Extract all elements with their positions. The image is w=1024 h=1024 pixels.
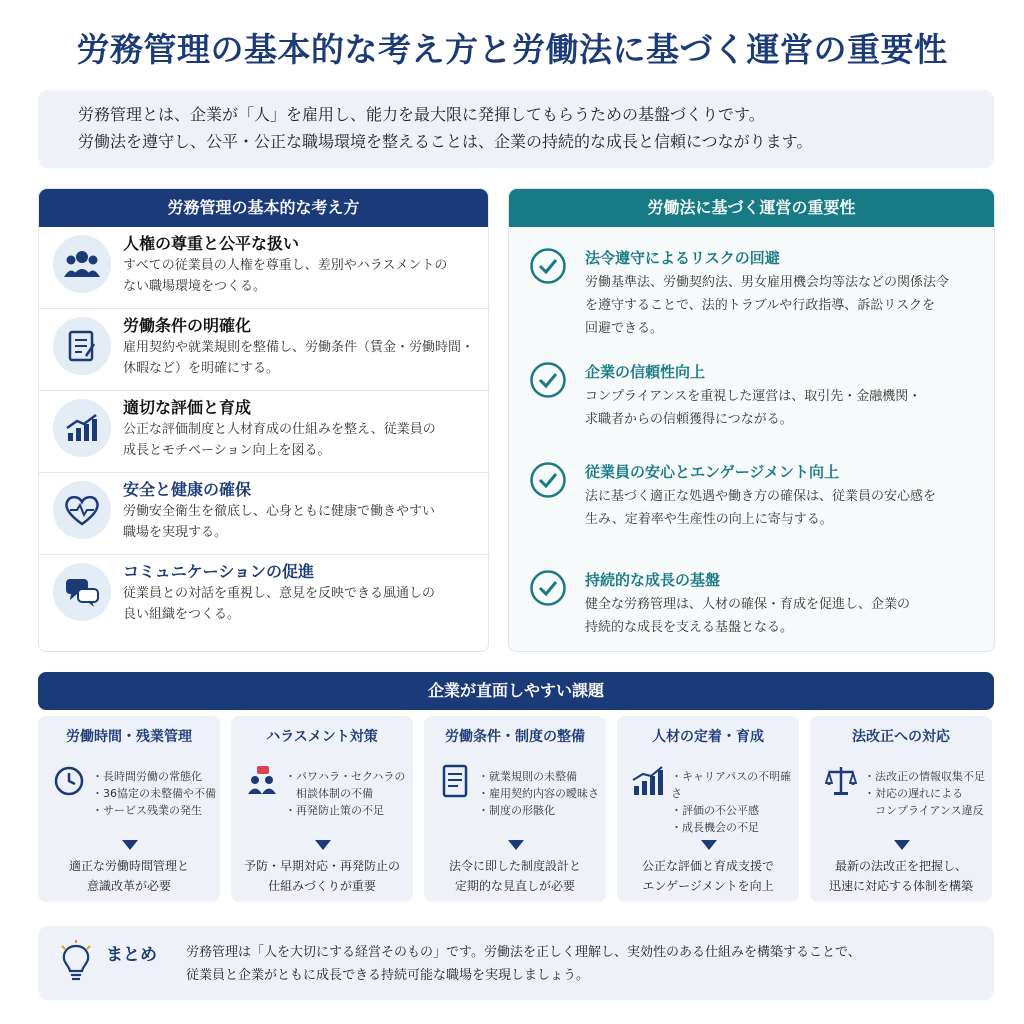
people-icon bbox=[53, 235, 111, 293]
down-arrow-icon bbox=[894, 840, 910, 850]
issue-title: ハラスメント対策 bbox=[266, 729, 378, 745]
summary-box bbox=[38, 926, 994, 1000]
principles-heading: 労務管理の基本的な考え方 bbox=[39, 189, 488, 227]
issue-point: ・パワハラ・セクハラの bbox=[285, 770, 406, 783]
down-arrow-icon bbox=[122, 840, 138, 850]
importance-item bbox=[509, 243, 996, 343]
growth-chart-icon bbox=[53, 399, 111, 457]
issue-result-line: 迅速に対応する体制を構築 bbox=[828, 879, 973, 893]
issue-title: 労働時間・残業管理 bbox=[66, 729, 192, 745]
issue-point: ・再発防止策の不足 bbox=[285, 804, 384, 817]
principle-item bbox=[39, 227, 490, 309]
scales-icon bbox=[824, 764, 858, 798]
clock-icon bbox=[52, 764, 86, 798]
importance-item bbox=[509, 357, 996, 457]
principle-item bbox=[39, 309, 490, 391]
page-title: 労務管理の基本的な考え方と労働法に基づく運営の重要性 bbox=[76, 30, 948, 69]
principle-title: 労働条件の明確化 bbox=[123, 316, 252, 335]
summary-line: 労務管理は「人を大切にする経営そのもの」です。労働法を正しく理解し、実効性のある仕組みを構築することで、 bbox=[186, 945, 861, 960]
importance-line: を遵守することで、法的トラブルや行政指導、訴訟リスクを bbox=[585, 298, 935, 313]
check-circle-icon bbox=[529, 569, 567, 607]
issue-result-line: 公正な評価と育成支援で bbox=[641, 859, 774, 873]
issue-point: ・キャリアパスの不明確さ bbox=[671, 770, 792, 800]
issue-point: ・長時間労働の常態化 bbox=[92, 770, 202, 783]
importance-title: 従業員の安心とエンゲージメント向上 bbox=[585, 463, 839, 481]
issue-point: ・法改正の情報収集不足 bbox=[864, 770, 985, 783]
intro-line: 労働法を遵守し、公平・公正な職場環境を整えることは、企業の持続的な成長と信頼につながります。 bbox=[78, 132, 813, 151]
issue-card bbox=[231, 716, 413, 902]
principle-title: 適切な評価と育成 bbox=[123, 398, 252, 417]
issue-point: ・雇用契約内容の曖昧さ bbox=[478, 787, 599, 800]
issue-points bbox=[671, 768, 797, 836]
importance-item bbox=[509, 565, 996, 665]
intro-line: 労務管理とは、企業が「人」を雇用し、能力を最大限に発揮してもらうための基盤づくりです。 bbox=[78, 105, 765, 124]
importance-text bbox=[585, 593, 985, 639]
principle-line: 公正な評価制度と人材育成の仕組みを整え、従業員の bbox=[123, 422, 436, 437]
check-circle-icon bbox=[529, 247, 567, 285]
issue-points bbox=[285, 768, 411, 819]
principles-panel bbox=[38, 188, 489, 652]
principle-line: 成長とモチベーション向上を図る。 bbox=[123, 443, 331, 458]
importance-line: 労働基準法、労働契約法、男女雇用機会均等法などの関係法令 bbox=[585, 275, 950, 290]
issue-card bbox=[38, 716, 220, 902]
summary-text bbox=[186, 941, 986, 987]
down-arrow-icon bbox=[315, 840, 331, 850]
issue-result bbox=[231, 856, 413, 896]
issue-points bbox=[864, 768, 990, 819]
rules-document-icon bbox=[438, 764, 472, 798]
importance-panel bbox=[508, 188, 995, 652]
issue-card bbox=[617, 716, 799, 902]
principle-text bbox=[123, 255, 483, 297]
issue-title: 法改正への対応 bbox=[852, 729, 950, 745]
issue-result-line: 意識改革が必要 bbox=[86, 879, 171, 893]
issue-point: ・制度の形骸化 bbox=[478, 804, 555, 817]
importance-title: 企業の信頼性向上 bbox=[585, 363, 706, 381]
issue-title: 労働条件・制度の整備 bbox=[445, 729, 585, 745]
issue-result-line: 法令に即した制度設計と bbox=[448, 859, 581, 873]
importance-text bbox=[585, 385, 985, 431]
bar-chart-icon bbox=[631, 764, 665, 798]
issue-point: ・評価の不公平感 bbox=[671, 804, 759, 817]
principle-text bbox=[123, 501, 483, 543]
importance-line: 回避できる。 bbox=[585, 321, 664, 336]
importance-line: 法に基づく適正な処遇や働き方の確保は、従業員の安心感を bbox=[585, 489, 937, 504]
issue-points bbox=[92, 768, 218, 819]
principle-line: 良い組織をつくる。 bbox=[123, 607, 241, 622]
importance-title: 法令遵守によるリスクの回避 bbox=[585, 249, 780, 267]
issue-card bbox=[424, 716, 606, 902]
issue-point: ・36協定の未整備や不備 bbox=[92, 787, 216, 800]
importance-line: 健全な労務管理は、人材の確保・育成を促進し、企業の bbox=[585, 597, 911, 612]
issue-point: ・対応の遅れによる bbox=[864, 787, 963, 800]
principle-line: 休暇など）を明確にする。 bbox=[123, 361, 280, 376]
issue-result bbox=[38, 856, 220, 896]
principle-line: ない職場環境をつくる。 bbox=[123, 279, 267, 294]
principle-text bbox=[123, 337, 483, 379]
issue-point: コンプライアンス違反 bbox=[864, 804, 984, 817]
issue-result-line: 予防・早期対応・再発防止の bbox=[243, 859, 400, 873]
chat-bubbles-icon bbox=[53, 563, 111, 621]
summary-label: まとめ bbox=[106, 945, 157, 965]
check-circle-icon bbox=[529, 361, 567, 399]
principle-line: 職場を実現する。 bbox=[123, 525, 228, 540]
check-circle-icon bbox=[529, 461, 567, 499]
importance-line: 求職者からの信頼獲得につながる。 bbox=[585, 412, 793, 427]
principle-item bbox=[39, 473, 490, 555]
principle-title: 安全と健康の確保 bbox=[123, 480, 252, 499]
issue-point: ・成長機会の不足 bbox=[671, 821, 759, 834]
issue-point: 相談体制の不備 bbox=[285, 787, 373, 800]
issue-title: 人材の定着・育成 bbox=[652, 729, 764, 745]
importance-heading: 労働法に基づく運営の重要性 bbox=[509, 189, 994, 227]
intro-box bbox=[38, 90, 994, 168]
issues-heading: 企業が直面しやすい課題 bbox=[38, 672, 994, 710]
down-arrow-icon bbox=[701, 840, 717, 850]
principle-line: 従業員との対話を重視し、意見を反映できる風通しの bbox=[123, 586, 436, 601]
document-icon bbox=[53, 317, 111, 375]
issue-result bbox=[810, 856, 992, 896]
principle-text bbox=[123, 419, 483, 461]
principle-title: 人権の尊重と公平な扱い bbox=[123, 234, 300, 253]
issue-card bbox=[810, 716, 992, 902]
importance-item bbox=[509, 457, 996, 557]
principle-line: 労働安全衛生を徹底し、心身ともに健康で働きやすい bbox=[123, 504, 436, 519]
importance-line: コンプライアンスを重視した運営は、取引先・金融機関・ bbox=[585, 389, 922, 404]
harassment-icon bbox=[245, 764, 279, 798]
principle-item bbox=[39, 555, 490, 637]
issue-result-line: 適正な労働時間管理と bbox=[68, 859, 189, 873]
issue-result-line: 最新の法改正を把握し、 bbox=[834, 859, 967, 873]
importance-title: 持続的な成長の基盤 bbox=[585, 571, 721, 589]
issue-result bbox=[424, 856, 606, 896]
down-arrow-icon bbox=[508, 840, 524, 850]
principle-item bbox=[39, 391, 490, 473]
principle-title: コミュニケーションの促進 bbox=[123, 562, 315, 581]
lightbulb-icon bbox=[58, 940, 94, 984]
issue-points bbox=[478, 768, 604, 819]
importance-line: 生み、定着率や生産性の向上に寄与する。 bbox=[585, 512, 833, 527]
issue-result-line: 定期的な見直しが必要 bbox=[454, 879, 575, 893]
importance-text bbox=[585, 485, 985, 531]
issue-point: ・就業規則の未整備 bbox=[478, 770, 577, 783]
principle-text bbox=[123, 583, 483, 625]
heart-pulse-icon bbox=[53, 481, 111, 539]
importance-text bbox=[585, 271, 985, 340]
importance-line: 持続的な成長を支える基盤となる。 bbox=[585, 620, 794, 635]
principle-line: すべての従業員の人権を尊重し、差別やハラスメントの bbox=[123, 258, 448, 273]
summary-line: 従業員と企業がともに成長できる持続可能な職場を実現しましょう。 bbox=[186, 968, 590, 983]
principle-line: 雇用契約や就業規則を整備し、労働条件（賃金・労働時間・ bbox=[123, 340, 475, 355]
issue-result-line: エンゲージメントを向上 bbox=[642, 879, 774, 893]
issue-result bbox=[617, 856, 799, 896]
issue-result-line: 仕組みづくりが重要 bbox=[268, 879, 376, 893]
issue-point: ・サービス残業の発生 bbox=[92, 804, 202, 817]
